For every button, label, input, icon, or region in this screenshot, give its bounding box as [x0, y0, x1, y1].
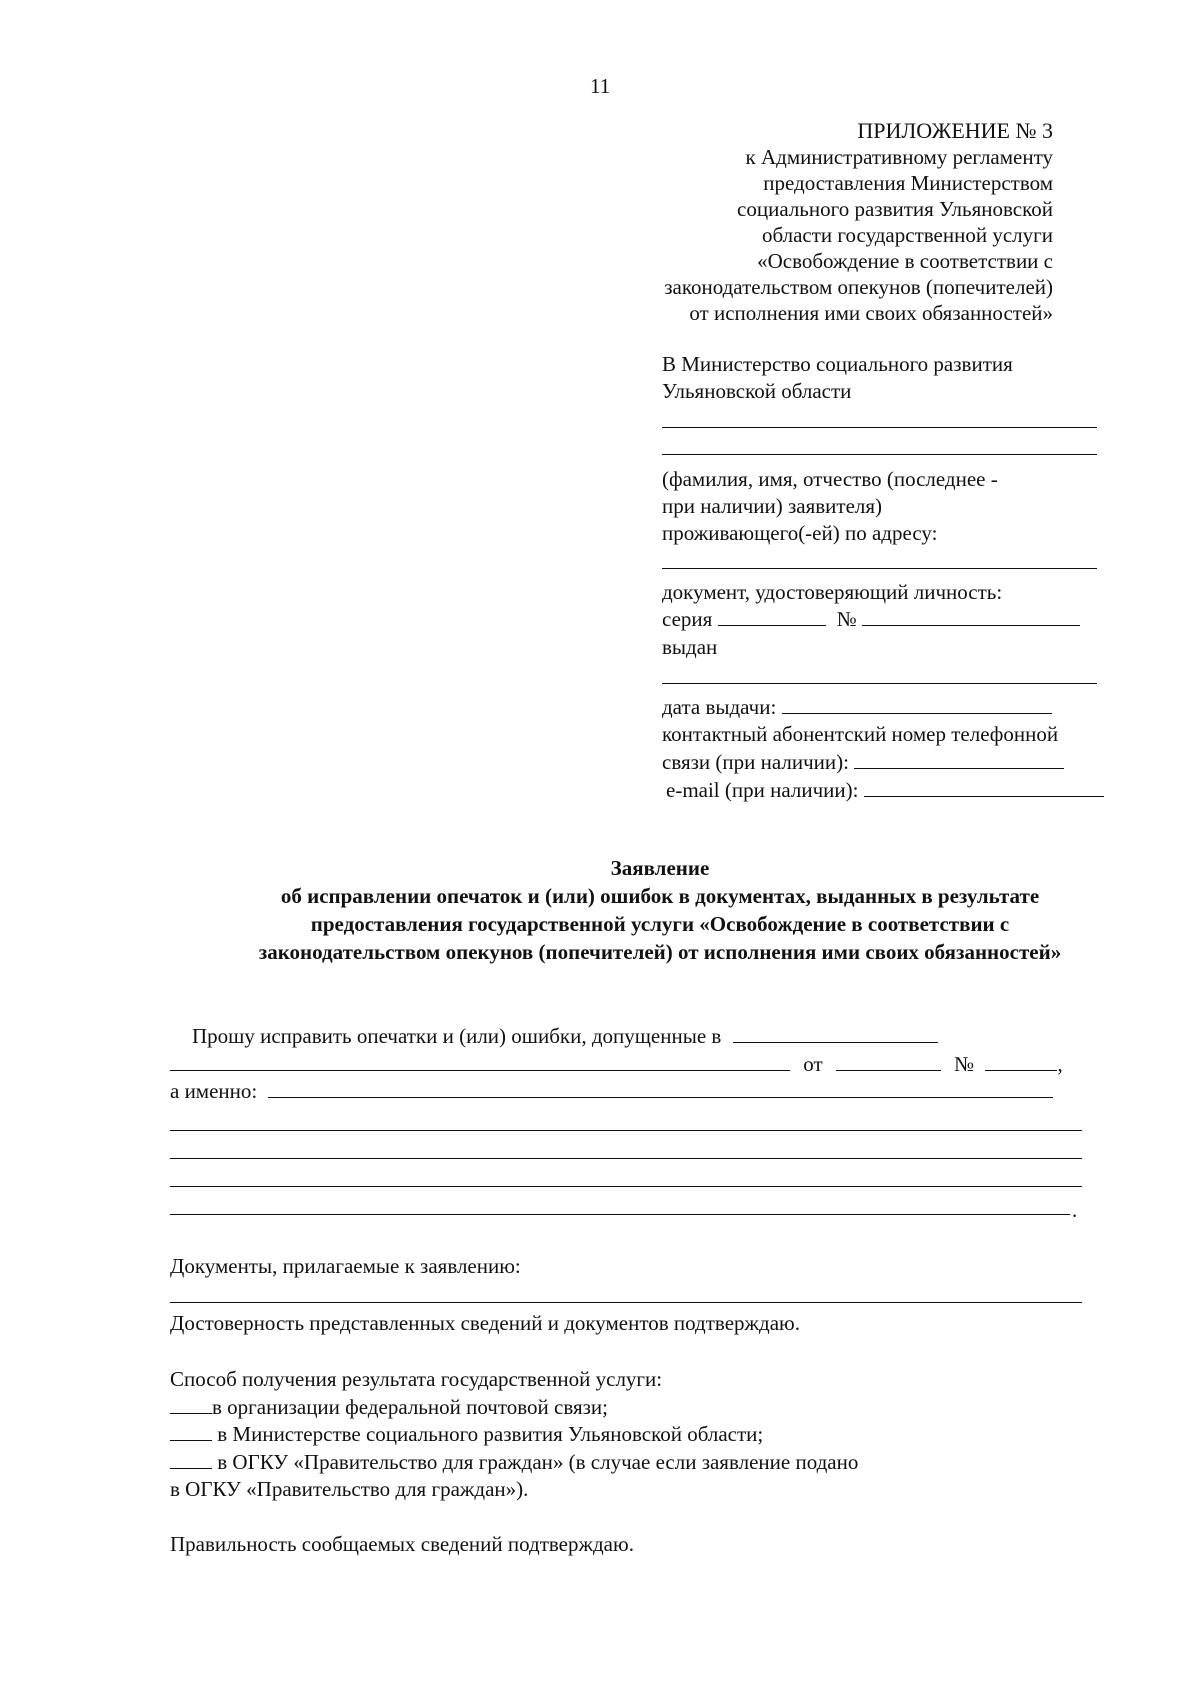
document-heading: Заявление	[610, 856, 710, 880]
issue-date-label: дата выдачи:	[662, 695, 777, 719]
namely-field-3[interactable]	[170, 1158, 1082, 1159]
document-ref-row: от № ,	[170, 1050, 1063, 1078]
number-label: №	[836, 607, 857, 631]
namely-field-5[interactable]	[170, 1214, 1070, 1215]
issued-field[interactable]	[662, 683, 1097, 684]
option-ogku-checkbox[interactable]	[170, 1448, 212, 1469]
namely-label: а именно:	[170, 1079, 258, 1103]
phone-field[interactable]	[854, 748, 1064, 769]
namely-row	[170, 1077, 1053, 1105]
email-row	[666, 776, 1104, 804]
series-field[interactable]	[718, 605, 826, 626]
appendix-line: области государственной услуги	[761, 223, 1053, 247]
document-title-line-1: об исправлении опечаток и (или) ошибок в документах, выданных в результате	[280, 884, 1040, 908]
appendix-line: «Освобождение в соответствии с	[757, 249, 1053, 273]
option-ministry-checkbox[interactable]	[170, 1420, 212, 1441]
appendix-line: к Административному регламенту	[745, 145, 1053, 169]
issue-date-row	[662, 693, 1052, 721]
phone-label-2: связи (при наличии):	[662, 750, 849, 774]
reliability-text: Достоверность представленных сведений и документов подтверждаю.	[170, 1311, 800, 1335]
namely-field-1[interactable]	[268, 1077, 1053, 1098]
appendix-line: законодательством опекунов (попечителей)	[664, 275, 1053, 299]
issue-date-field[interactable]	[782, 693, 1052, 714]
request-text: Прошу исправить опечатки и (или) ошибки, допущенные в	[192, 1024, 722, 1048]
applicant-name-field-1[interactable]	[662, 427, 1097, 428]
document-number-field[interactable]	[985, 1050, 1057, 1071]
series-row	[662, 605, 1080, 633]
from-label: от	[803, 1052, 823, 1076]
option-post	[170, 1393, 608, 1421]
document-title-line-3: законодательством опекунов (попечителей) от исполнения ими своих обязанностей»	[258, 940, 1062, 964]
doc-number-label: №	[954, 1052, 975, 1076]
document-name-field[interactable]	[733, 1022, 938, 1043]
appendix-line: социального развития Ульяновской	[737, 197, 1053, 221]
document-title-line-2: предоставления государственной услуги «Освобождение в соответствии с	[310, 912, 1010, 936]
attached-docs-label: Документы, прилагаемые к заявлению:	[170, 1254, 521, 1278]
attached-docs-field[interactable]	[170, 1302, 1082, 1303]
phone-row	[662, 748, 1064, 776]
appendix-block	[664, 118, 1053, 326]
number-field[interactable]	[862, 605, 1080, 626]
method-label: Способ получения результата государственной услуги:	[170, 1367, 663, 1391]
namely-field-2[interactable]	[170, 1130, 1082, 1131]
email-field[interactable]	[864, 776, 1104, 797]
addressee-line-1: В Министерство социального развития	[662, 352, 1013, 376]
option-ogku-cont: в ОГКУ «Правительство для граждан»).	[170, 1477, 529, 1501]
option-ministry-label: в Министерстве социального развития Ульяновской области;	[217, 1422, 764, 1446]
email-label: e-mail (при наличии):	[666, 778, 859, 802]
page-number: 11	[590, 74, 611, 98]
applicant-name-field-2[interactable]	[662, 454, 1097, 455]
name-hint-2: при наличии) заявителя)	[662, 494, 883, 518]
namely-period: .	[1072, 1198, 1078, 1222]
name-hint-1: (фамилия, имя, отчество (последнее -	[662, 467, 998, 491]
appendix-title: ПРИЛОЖЕНИЕ № 3	[857, 118, 1053, 143]
correctness-text: Правильность сообщаемых сведений подтверждаю.	[170, 1532, 634, 1556]
phone-label-1: контактный абонентский номер телефонной	[662, 722, 1059, 746]
request-row	[192, 1022, 938, 1050]
issued-label: выдан	[662, 635, 718, 659]
id-document-label: документ, удостоверяющий личность:	[662, 580, 1003, 604]
document-name-field-2[interactable]	[170, 1050, 790, 1071]
address-field[interactable]	[662, 568, 1097, 569]
option-ogku-label: в ОГКУ «Правительство для граждан» (в случае если заявление подано	[217, 1450, 859, 1474]
addressee-line-2: Ульяновской области	[662, 379, 852, 403]
option-ministry	[170, 1420, 763, 1448]
address-label: проживающего(-ей) по адресу:	[662, 521, 938, 545]
appendix-line: предоставления Министерством	[763, 171, 1053, 195]
series-label: серия	[662, 607, 713, 631]
namely-field-4[interactable]	[170, 1186, 1082, 1187]
appendix-line: от исполнения ими своих обязанностей»	[689, 301, 1053, 325]
document-date-field[interactable]	[836, 1050, 941, 1071]
option-ogku	[170, 1448, 858, 1476]
option-post-label: в организации федеральной почтовой связи;	[212, 1395, 609, 1419]
option-post-checkbox[interactable]	[170, 1393, 212, 1414]
